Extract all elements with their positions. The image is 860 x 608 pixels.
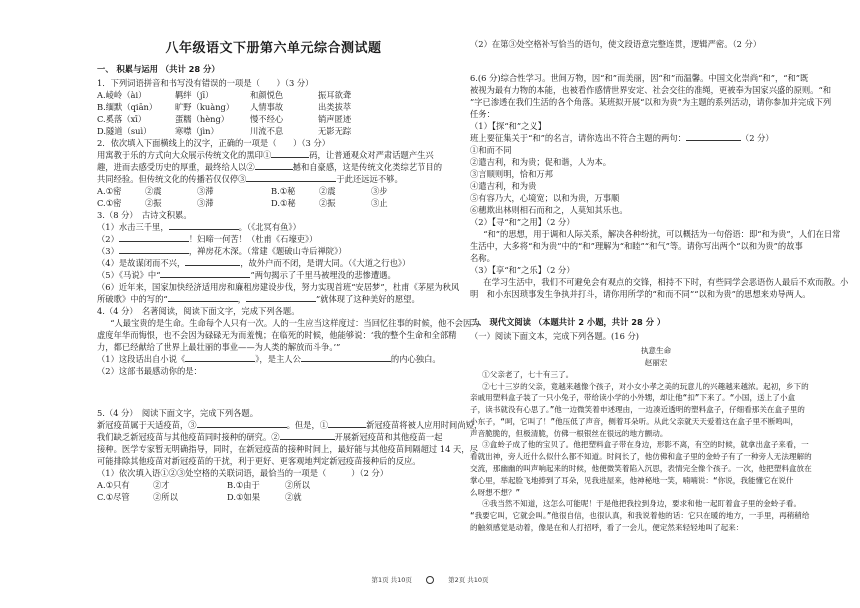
q3-text: ”就体现了这种美好的愿望。 bbox=[315, 294, 420, 305]
q5-option-row bbox=[97, 479, 450, 491]
answer-blank[interactable] bbox=[280, 431, 335, 440]
q1-option-a1: A.崚岭（ài） bbox=[97, 89, 147, 100]
q1-option-b1: B.缅默（qiān） bbox=[97, 101, 158, 112]
page-title: 八年级语文下册第六单元综合测试题 bbox=[165, 41, 382, 56]
q3-line-6: （6）近年来，国家加快经济适用房和廉租房建设步伐，努力实现首班“安居梦”，杜甫《茅屋为秋风 bbox=[97, 282, 460, 293]
q6-task-3-text: 明 和小东因琐事发生争执并打斗，请你用所学的“和而不同”“以和为贵”的思想来劝导两人。 bbox=[470, 289, 811, 300]
q1-option-b2: 旷野（kuàng） bbox=[175, 101, 235, 112]
q3-text: （3） bbox=[97, 246, 119, 257]
answer-blank[interactable] bbox=[301, 353, 391, 362]
q5-option: C.①尽管 bbox=[97, 492, 130, 503]
section-heading-1: 一、 积累与运用 （共计 28 分） bbox=[97, 63, 220, 74]
q6-item: ⑤有容乃大，心境宽；以和为贵，万事顺 bbox=[470, 193, 620, 204]
q3-stem: 3.（8 分） 古诗文积累。 bbox=[97, 210, 192, 221]
q6-task-3-title: （3）【享“和”之乐】（2 分） bbox=[470, 265, 575, 276]
article-paragraph: ①父亲老了，七十有三了。 bbox=[482, 369, 574, 379]
q3-text: （2） bbox=[97, 234, 119, 245]
q2-option-row bbox=[97, 197, 450, 209]
q2-option: ②震 bbox=[145, 186, 162, 196]
q1-option-a3: 和颜悦色 bbox=[250, 89, 284, 100]
q2-option-row bbox=[97, 185, 450, 197]
q2-option: ③止 bbox=[371, 198, 388, 209]
q4-sub-1 bbox=[97, 353, 450, 365]
q3-line-4 bbox=[97, 257, 450, 269]
q5-text: 。但是，① bbox=[286, 420, 329, 431]
q1-option-a2: 羁绊（jī） bbox=[175, 89, 214, 100]
q6-item: ②遣吉利，和为贵；促和谐，人为本。 bbox=[470, 157, 612, 168]
section-heading-2: 二、 现代文阅读 （本题共计 2 小题，共计 28 分 ） bbox=[470, 317, 666, 328]
q4-text: （1）这段话出自小说《 bbox=[97, 354, 186, 365]
q3-text: 。（《北冥有鱼》） bbox=[238, 222, 301, 233]
q1-option-row bbox=[97, 125, 450, 137]
q2-option: ③步 bbox=[371, 186, 388, 196]
q1-option-b3: 人情事故 bbox=[250, 101, 284, 112]
article-paragraph: 小东子，“呵，它叫了！”他压低了声音，侧着耳朵听。从此父亲就天天爱着这在盒子里不断鸣叫， bbox=[470, 416, 799, 426]
q1-option-c1: C.奚落（xī） bbox=[97, 113, 147, 124]
q3-text: ， bbox=[237, 294, 246, 305]
answer-blank[interactable] bbox=[686, 132, 741, 141]
q5-option-row bbox=[97, 491, 450, 503]
q1-option-d4: 无影无踪 bbox=[318, 125, 352, 136]
q2-option: ③滞 bbox=[197, 186, 214, 196]
q1-option-c3: 慢不经心 bbox=[250, 113, 284, 124]
reading-1-instruction: （一）阅读下面文本，完成下列各题。(16 分) bbox=[470, 331, 640, 342]
q5-passage: 可能排除其他疫苗对新冠疫苗的干扰，利于更好、更客观地判定新冠疫苗接种后的反应。 bbox=[97, 456, 421, 467]
q3-text: （4）是故谋闭而不兴， bbox=[97, 258, 186, 269]
q4-passage: “人最宝贵的是生命。生命每个人只有一次。人的一生应当这样度过：当回忆往事的时候，他不会因为 bbox=[110, 318, 480, 329]
q5-sub-2: （2）在第③处空格补写恰当的语句，使文段语意完整连贯，逻辑严密。（2 分） bbox=[470, 39, 762, 49]
article bbox=[470, 345, 842, 533]
page-footer bbox=[0, 575, 860, 584]
q6-item: ⑥穗欺出林则相石而和之，人莫知其乐也。 bbox=[470, 205, 628, 216]
q5-option: D.①如果 bbox=[227, 492, 261, 503]
answer-blank[interactable] bbox=[271, 149, 309, 158]
q2-option: ③滞 bbox=[197, 198, 214, 209]
q5-option: A.①只有 bbox=[97, 480, 130, 491]
article-paragraph: “我要它叫，它就会叫。”他很自信，也很认真，和我说着他的话：它只在暖的地方，一手里，再稍稍给 bbox=[470, 511, 810, 521]
q6-text: 班上要征集关于“和”的名言，请你选出不符合主题的两句： bbox=[470, 133, 686, 144]
article-paragraph: 掌心里，举起脸飞地捧到了耳朵，见我进屋来，他神秘地一笑，喃喃说：“你说，我能懂它在说什 bbox=[470, 475, 794, 485]
article-paragraph: ④我当然不知道，这怎么可能呢！于是他把我拉到身边，要求和他一起盯着盒子里的金蛉子看。 bbox=[482, 499, 802, 509]
q3-text: ！妇啼一何苦！（杜甫《石壕吏》） bbox=[188, 234, 318, 245]
q4-stem: 4.（4 分） 名著阅读，阅读下面文字，完成下列各题。 bbox=[97, 306, 300, 317]
q2-option: A.①密 bbox=[97, 186, 122, 196]
q1-option-c2: 蛋糯（hèng） bbox=[175, 113, 230, 124]
q6-item: ①和而不同 bbox=[470, 145, 512, 156]
q5-sub-1: （1）依次填入语①②③处空格的关联词语，最恰当的一项是（ ）（2 分） bbox=[97, 468, 389, 479]
q5-passage bbox=[97, 431, 450, 443]
q4-text: 的内心独白。 bbox=[390, 354, 441, 365]
q3-line-6b bbox=[97, 293, 450, 305]
q5-stem: 5.（4 分） 阅读下面文字，完成下列各题。 bbox=[97, 408, 259, 419]
q4-passage: 虚度年华而悔恨，也不会因为碌碌无为而羞愧；在临死的时候，他能够说：‘我的整个生命和全部精 bbox=[97, 330, 457, 341]
q6-task-2-text: 名称。 bbox=[470, 253, 495, 264]
q3-text: ，故外户而不闭，是谓大同。（《大道之行也》） bbox=[240, 258, 411, 269]
q3-text: ，禅房花木深。（常建《题破山寺后禅院》） bbox=[188, 246, 347, 257]
answer-space[interactable] bbox=[470, 300, 842, 314]
q6-item: ④遣吉利，和为贵 bbox=[470, 181, 537, 192]
q3-text: （1）水击三千里， bbox=[97, 222, 169, 233]
q2-passage-line bbox=[97, 173, 450, 185]
answer-blank[interactable] bbox=[255, 161, 293, 170]
q5-text: 新冠疫苗属于天适疫苗，③ bbox=[97, 420, 197, 431]
q3-line-2 bbox=[97, 233, 450, 245]
answer-space[interactable] bbox=[470, 50, 842, 72]
q3-line-1 bbox=[97, 221, 450, 233]
q2-passage-line bbox=[97, 161, 450, 173]
q1-option-d2: 寒噤（jìn） bbox=[175, 125, 219, 136]
q3-line-5 bbox=[97, 269, 450, 281]
q5-option: B.①由于 bbox=[227, 480, 260, 491]
answer-blank[interactable] bbox=[119, 245, 189, 254]
q6-text: （2 分） bbox=[740, 133, 774, 144]
article-paragraph: 的触须感觉是动着，像是在和人打招呼，看了一会儿，便定然来轻轻地叫了起来： bbox=[470, 522, 744, 532]
q5-option: ②所以 bbox=[285, 480, 310, 491]
q1-option-row bbox=[97, 89, 450, 101]
q5-text: 开展新冠疫苗和其他疫苗一起 bbox=[334, 432, 443, 443]
q1-option-d3: 川流不息 bbox=[250, 125, 284, 136]
q2-text: 撼和自豪感，这是传统文化类综艺节目的 bbox=[292, 161, 443, 172]
article-paragraph: 亲戚用塑料盒子装了一只小兔子，带给读小学的小外甥，却让他“扣”下来了。“小国，送上了小盒 bbox=[470, 393, 796, 403]
article-author: 赵丽宏 bbox=[644, 358, 668, 368]
q6-task-1-stem bbox=[470, 132, 842, 144]
article-paragraph: ③盒蛉子成了他的宝贝了。他把塑料盒子带在身边，形影不离，有空的时候，就拿出盒子来看，一 bbox=[482, 440, 809, 450]
q2-stem: 2．依次填入下面横线上的汉字，正确的一项是（ ）（3 分） bbox=[97, 137, 331, 148]
q2-text: 于此还远远不够。 bbox=[336, 173, 403, 184]
q6-stem: 任务： bbox=[470, 109, 495, 120]
q1-option-row bbox=[97, 101, 450, 113]
q5-option: ②才 bbox=[153, 480, 170, 491]
article-paragraph: 交流，那幽幽的叫声响起来的时候，他便微笑着陷入沉思，表情完全像个孩子。一次，他把塑料盒放在 bbox=[470, 464, 812, 473]
q5-text: 我们缺乏新冠疫苗与其他疫苗同时接种的研究。② bbox=[97, 432, 280, 443]
article-paragraph: ②七十三岁的父亲，竟越来越像个孩子，对小女小孝之美的玩意儿的兴趣越来越浓。起初，乡下的 bbox=[482, 381, 809, 391]
q5-text: 新冠疫苗将被人应用时间尚短， bbox=[366, 420, 483, 431]
q2-option: C.①密 bbox=[97, 198, 122, 209]
q3-text: 所破歌》中的写的“ bbox=[97, 294, 168, 305]
q1-options bbox=[97, 89, 450, 137]
q3-text: ”两句揭示了千里马被埋没的悲惨遭遇。 bbox=[250, 270, 396, 281]
q5-option: ②就 bbox=[285, 492, 302, 503]
q4-passage: 力，都已经献给了世界上最壮丽的事业——为人类的解放而斗争。’” bbox=[97, 342, 341, 353]
answer-blank[interactable] bbox=[185, 257, 240, 266]
q5-option: ②所以 bbox=[153, 492, 178, 503]
answer-blank[interactable] bbox=[197, 419, 287, 428]
q3-text: （5）《马说》中“ bbox=[97, 270, 161, 281]
q2-text: 共同经验。但传统文化的传播若仅仅停③ bbox=[97, 173, 247, 184]
answer-blank[interactable] bbox=[168, 293, 238, 302]
q2-option: ②震 bbox=[319, 186, 336, 196]
answer-blank[interactable] bbox=[169, 221, 239, 230]
q4-text: 》，是主人公 bbox=[255, 354, 301, 365]
article-title: 执意生命 bbox=[640, 346, 672, 356]
answer-space[interactable] bbox=[97, 377, 450, 407]
q6-task-2-text: “和”的思想，用于调和人际关系，解决各种纷扰，可以概括为一句俗语：即“和为贵”，人们在日常 bbox=[483, 229, 841, 240]
q6-task-3-text: 在学习生活中，我们不可避免会有观点的交锋，相持不下时，有些同学会恶语伤人最后不欢而散。小 bbox=[483, 277, 849, 288]
binding-hole-icon bbox=[426, 576, 434, 584]
q2-option: B.①秘 bbox=[271, 186, 296, 196]
q6-stem: 6.(6 分)综合性学习。世间万物，因“和”而美丽，因“和”而温馨。中国文化崇尚“和”，“和”既 bbox=[470, 73, 809, 84]
article-paragraph: 看就出神，旁人近什么似什么都不知道。时间长了，他仿佛和盒子里的金蛉子有了一种旁人无法理解的 bbox=[470, 452, 812, 462]
right-column bbox=[470, 38, 849, 534]
q1-stem: 1．下列词语拼音和书写没有错误的一项是（ ）（3 分） bbox=[97, 77, 314, 88]
q2-option: ②振 bbox=[319, 198, 336, 209]
q1-option-c4: 销声匿迹 bbox=[318, 113, 352, 124]
article-paragraph: 子，读书就没有心思了。”他一边微笑着申述理由，一边凑近透明的塑料盒子，仔细看那关在盒子里的 bbox=[470, 405, 805, 415]
answer-blank[interactable] bbox=[185, 353, 255, 362]
page-number-left: 第1页 共10页 bbox=[371, 576, 412, 584]
q2-text: 趣，进而去感受历史的厚重，最终给人以② bbox=[97, 161, 255, 172]
q2-text: 用寓教于乐的方式向大众展示传统文化的黑印① bbox=[97, 149, 272, 160]
q2-text: 码，让普通观众对严肃话题产生兴 bbox=[309, 149, 434, 160]
answer-blank[interactable] bbox=[328, 419, 366, 428]
q3-line-3 bbox=[97, 245, 450, 257]
q6-stem: 被视为最有力物的本能，也被看作感情世界安定、社会交往的准绳，更被奉为国家兴盛的原则。“和 bbox=[470, 85, 832, 96]
q6-task-1-title: （1）【探“和”之义】 bbox=[470, 121, 546, 132]
answer-blank[interactable] bbox=[119, 233, 189, 242]
q6-stem: ”字已渗透在我们生活的各个角落。某班拟开展“以和为贵”为主题的系列活动，请你参加并完成下列 bbox=[470, 97, 832, 108]
q6-task-2-title: （2）【寻“和”之用】（2 分） bbox=[470, 217, 575, 228]
q5-passage bbox=[97, 419, 483, 431]
q6-item: ③言顺则明，恰和万邦 bbox=[470, 169, 553, 180]
answer-blank[interactable] bbox=[246, 293, 316, 302]
q2-option: ②振 bbox=[145, 198, 162, 209]
q1-option-d1: D.隧道（suì） bbox=[97, 125, 152, 136]
q1-option-b4: 出类拔萃 bbox=[318, 101, 352, 112]
answer-blank[interactable] bbox=[160, 269, 250, 278]
page-number-right: 第2页 共10页 bbox=[448, 576, 489, 584]
q1-option-a4: 振耳欲聋 bbox=[318, 89, 352, 100]
article-paragraph: 么呀想不想？” bbox=[470, 487, 521, 497]
q4-sub-2: （2）这部书最感动你的是： bbox=[97, 366, 202, 377]
article-paragraph: 声音脆脆的，但极清脆，仿佛一根银丝在很远的地方颤动。 bbox=[470, 428, 668, 438]
answer-blank[interactable] bbox=[246, 173, 336, 182]
q2-option: D.①秘 bbox=[271, 198, 296, 209]
q2-passage-line bbox=[97, 149, 450, 161]
q6-task-2-text: 生活中，大多将“和为贵”中的“和”理解为“和睦”“和气”等。请你写出两个“以和为贵”的故事 bbox=[470, 241, 803, 252]
q5-passage: 接种。医学专家暂无明确指导，同时，在新冠疫苗的接种时间上，最好能与其他疫苗间隔超过 14 天，尽 bbox=[97, 444, 478, 455]
q1-option-row bbox=[97, 113, 450, 125]
